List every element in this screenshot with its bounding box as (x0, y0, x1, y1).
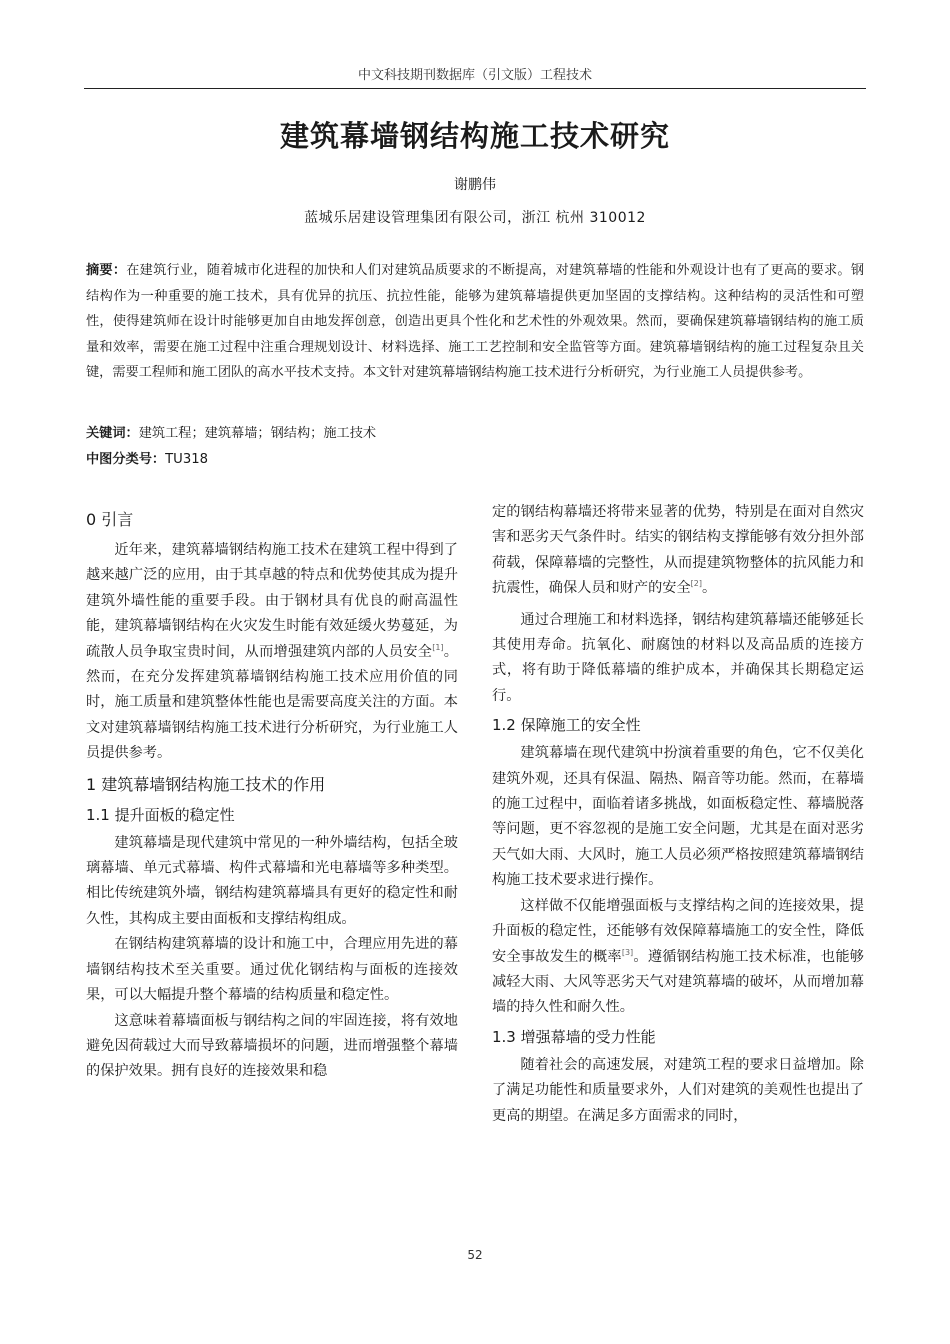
classification-label: 中图分类号： (86, 452, 166, 467)
section-1-heading: 1 建筑幕墙钢结构施工技术的作用 (86, 774, 326, 794)
affiliation: 蓝城乐居建设管理集团有限公司，浙江 杭州 310012 (304, 210, 646, 226)
page-number: 52 (467, 1248, 483, 1262)
section-1-3-heading: 1.3 增强幕墙的受力性能 (492, 1027, 656, 1046)
section-0-heading: 0 引言 (86, 510, 134, 529)
paper-title: 建筑幕墙钢结构施工技术研究 (279, 119, 670, 153)
keywords-label: 关键词： (86, 426, 139, 441)
header-rule (84, 88, 866, 89)
paragraph: 这样做不仅能增强面板与支撑结构之间的连接效果，提升面板的稳定性，还能够有效保障幕墙施工的安全性，降低安全事故发生的概率[3]。遵循钢结构施工技术标准，也能够减轻大雨、大风等恶劣天气对建筑幕墙的破坏，从而增加幕墙的持久性和耐久性。 (492, 897, 864, 1016)
paragraph: 定的钢结构幕墙还将带来显著的优势，特别是在面对自然灾害和恶劣天气条件时。结实的钢结构支撑能够有效分担外部荷载，保障幕墙的完整性，从而提建筑物整体的抗风能力和抗震性，确保人员和财产的安全[2]。 (492, 504, 864, 597)
author: 谢鹏伟 (454, 177, 496, 193)
abstract-label: 摘要： (86, 263, 127, 278)
abstract (86, 258, 864, 386)
paragraph: 近年来，建筑幕墙钢结构施工技术在建筑工程中得到了越来越广泛的应用，由于其卓越的特点和优势使其成为提升建筑外墙性能的重要手段。由于钢材具有优良的耐高温性能，建筑幕墙钢结构在火灾发生时能有效延缓火势蔓延，为疏散人员争取宝贵时间，从而增强建筑内部的人员安全[1]。然而，在充分发挥建筑幕墙钢结构施工技术应用价值的同时，施工质量和建筑整体性能也是需要高度关注的方面。本文对建筑幕墙钢结构施工技术进行分析研究，为行业施工人员提供参考。 (86, 542, 458, 762)
left-column (86, 502, 458, 1085)
section-1-1-heading: 1.1 提升面板的稳定性 (86, 805, 235, 824)
paragraph: 在钢结构建筑幕墙的设计和施工中，合理应用先进的幕墙钢结构技术至关重要。通过优化钢结构与面板的连接效果，可以大幅提升整个幕墙的结构质量和稳定性。 (86, 936, 458, 1004)
paragraph: 建筑幕墙在现代建筑中扮演着重要的角色，它不仅美化建筑外观，还具有保温、隔热、隔音等功能。然而，在幕墙的施工过程中，面临着诸多挑战，如面板稳定性、幕墙脱落等问题，更不容忽视的是施工安全问题，尤其是在面对恶劣天气如大雨、大风时，施工人员必须严格按照建筑幕墙钢结构施工技术要求进行操作。 (492, 745, 864, 889)
citation-ref: [1] (432, 642, 444, 652)
keywords-text: 建筑工程；建筑幕墙；钢结构；施工技术 (138, 426, 377, 441)
paragraph: 通过合理施工和材料选择，钢结构建筑幕墙还能够延长其使用寿命。抗氧化、耐腐蚀的材料以及高品质的连接方式，将有助于降低幕墙的维护成本，并确保其长期稳定运行。 (492, 611, 864, 704)
journal-header: 中文科技期刊数据库（引文版）工程技术 (357, 68, 592, 83)
right-column (492, 500, 864, 1129)
citation-ref: [3] (621, 947, 634, 957)
keywords (86, 422, 864, 446)
citation-ref: [2] (690, 579, 702, 589)
classification-text: TU318 (165, 452, 209, 467)
classification (86, 448, 864, 472)
paragraph: 建筑幕墙是现代建筑中常见的一种外墙结构，包括全玻璃幕墙、单元式幕墙、构件式幕墙和光电幕墙等多种类型。相比传统建筑外墙，钢结构建筑幕墙具有更好的稳定性和耐久性，其构成主要由面板和支撑结构组成。 (86, 834, 458, 927)
abstract-text: 在建筑行业，随着城市化进程的加快和人们对建筑品质要求的不断提高，对建筑幕墙的性能和外观设计也有了更高的要求。钢结构作为一种重要的施工技术，具有优异的抗压、抗拉性能，能够为建筑幕墙提供更加坚固的支撑结构。这种结构的灵活性和可塑性，使得建筑师在设计时能够更加自由地发挥创意，创造出更具个性化和艺术性的外观效果。然而，要确保建筑幕墙钢结构的施工质量和效率，需要在施工过程中注重合理规划设计、材料选择、施工工艺控制和安全监管等方面。建筑幕墙钢结构的施工过程复杂且关键，需要工程师和施工团队的高水平技术支持。本文针对建筑幕墙钢结构施工技术进行分析研究，为行业施工人员提供参考。 (86, 263, 865, 380)
section-1-2-heading: 1.2 保障施工的安全性 (492, 716, 641, 735)
paragraph: 随着社会的高速发展，对建筑工程的要求日益增加。除了满足功能性和质量要求外，人们对建筑的美观性也提出了更高的期望。在满足多方面需求的同时， (492, 1056, 864, 1124)
paragraph: 这意味着幕墙面板与钢结构之间的牢固连接，将有效地避免因荷载过大而导致幕墙损坏的问题，进而增强整个幕墙的保护效果。拥有良好的连接效果和稳 (86, 1012, 458, 1080)
